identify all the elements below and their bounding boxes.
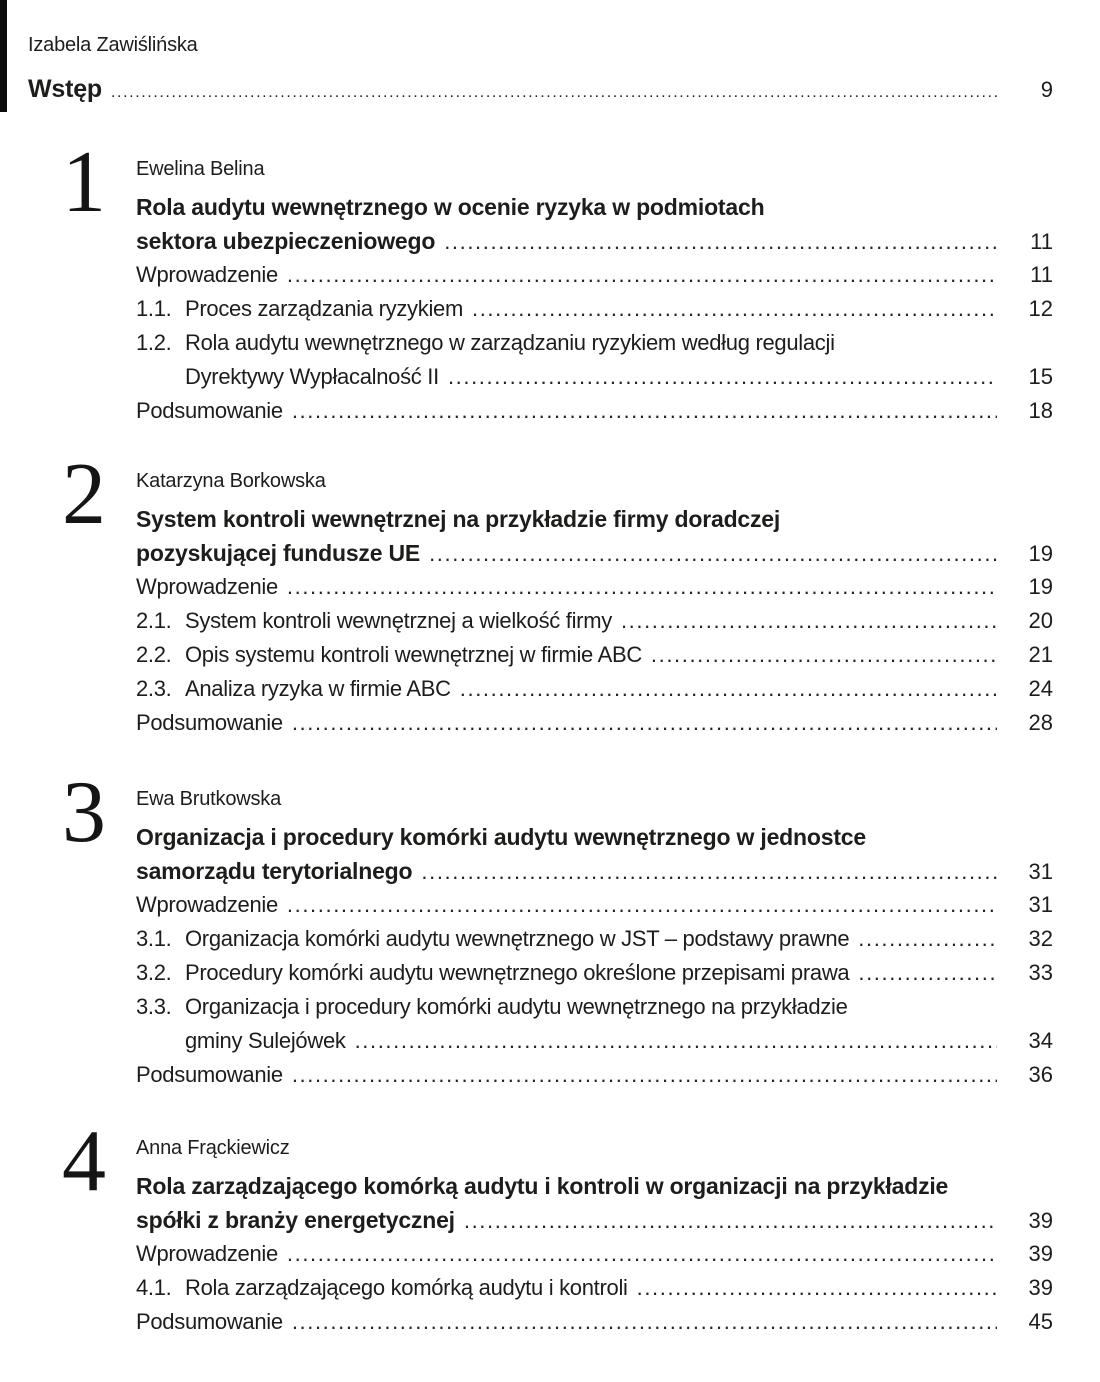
chapter-3-section: [0, 764, 1053, 1092]
entry-number: 2.2.: [136, 642, 172, 667]
chapter-3-body: [136, 786, 1053, 1092]
chapter-title-entry: [136, 224, 1053, 258]
chapter-title-line-1: Organizacja i procedury komórki audytu wewnętrznego w jednostce: [136, 824, 866, 850]
chapter-title-line-2: sektora ubezpieczeniowego: [136, 228, 436, 254]
entry-label: Dyrektywy Wypłacalność II: [185, 364, 439, 389]
entry-number: 3.2.: [136, 960, 172, 985]
chapter-title-entry: [136, 854, 1053, 888]
dot-leader: [292, 1305, 997, 1339]
page-number: 39: [1028, 1208, 1053, 1233]
page-number: 32: [1028, 926, 1053, 951]
chapter-title-line-2: samorządu terytorialnego: [136, 858, 413, 884]
chapter-4-number: 4: [62, 1113, 106, 1210]
entry-label: Podsumowanie: [136, 398, 283, 423]
dot-leader: [292, 706, 997, 740]
page-number: 11: [1030, 262, 1053, 287]
toc-entry: [136, 570, 1053, 604]
entry-label: Opis systemu kontroli wewnętrznej w firmie ABC: [185, 642, 642, 667]
entry-number: 1.2.: [136, 330, 172, 355]
toc-entry-preface: [28, 72, 1053, 106]
chapter-author: Anna Frąckiewicz: [136, 1137, 290, 1159]
dot-leader: [448, 360, 997, 394]
entry-number: 2.1.: [136, 608, 172, 633]
toc-entry: [136, 956, 1053, 990]
chapter-title-line-1: Rola zarządzającego komórką audytu i kontroli w organizacji na przykładzie: [136, 1173, 949, 1199]
dot-leader: [472, 292, 997, 326]
page-number: 21: [1028, 642, 1053, 667]
entry-label: System kontroli wewnętrznej a wielkość firmy: [185, 608, 612, 633]
toc-entry: [136, 604, 1053, 638]
toc-entry: [136, 1237, 1053, 1271]
chapter-4-body: [136, 1135, 1053, 1339]
page-number: 15: [1028, 364, 1053, 389]
chapter-author: Ewa Brutkowska: [136, 788, 282, 810]
preface-author: Izabela Zawiślińska: [28, 34, 198, 56]
dot-leader: [292, 1058, 997, 1092]
dot-leader: [292, 394, 997, 428]
dot-leader: [287, 888, 997, 922]
dot-leader: [621, 604, 997, 638]
preface-section: [28, 33, 1053, 106]
chapter-4-section: [0, 1113, 1053, 1339]
chapter-title-entry: [136, 536, 1053, 570]
toc-entry: [136, 258, 1053, 292]
page-number: 20: [1028, 608, 1053, 633]
dot-leader: [111, 76, 997, 110]
chapter-3-number: 3: [62, 764, 106, 861]
toc-entry: [136, 292, 1053, 326]
toc-entry: [136, 990, 1053, 1024]
entry-label: gminy Sulejówek: [185, 1028, 346, 1053]
entry-label: Proces zarządzania ryzykiem: [185, 296, 463, 321]
dot-leader: [444, 225, 997, 259]
page-number: 31: [1028, 859, 1053, 884]
entry-number: 3.1.: [136, 926, 172, 951]
dot-leader: [287, 1237, 997, 1271]
chapter-title-entry: [136, 1203, 1053, 1237]
entry-label: Organizacja komórki audytu wewnętrznego w JST – podstawy prawne: [185, 926, 850, 951]
entry-number: 1.1.: [136, 296, 172, 321]
page-number: 24: [1028, 676, 1053, 701]
dot-leader: [858, 956, 997, 990]
page-number: 31: [1028, 892, 1053, 917]
toc-entry: [136, 394, 1053, 428]
chapter-2-body: [136, 468, 1053, 740]
dot-leader: [858, 922, 997, 956]
entry-number: 4.1.: [136, 1275, 172, 1300]
chapter-title-line-2: pozyskującej fundusze UE: [136, 540, 421, 566]
scan-edge-artifact: [0, 0, 7, 112]
dot-leader: [651, 638, 997, 672]
chapter-2-section: [0, 446, 1053, 740]
chapter-1-body: [136, 156, 1053, 428]
page-number: 18: [1028, 398, 1053, 423]
page-number: 39: [1028, 1275, 1053, 1300]
dot-leader: [287, 570, 997, 604]
chapter-title-line-2: spółki z branży energetycznej: [136, 1207, 455, 1233]
chapter-author: Katarzyna Borkowska: [136, 470, 326, 492]
entry-label: Podsumowanie: [136, 710, 283, 735]
dot-leader: [460, 672, 997, 706]
chapter-2-number: 2: [62, 446, 106, 543]
chapter-1-number: 1: [62, 134, 106, 231]
chapter-title-line-1: Rola audytu wewnętrznego w ocenie ryzyka w podmiotach: [136, 194, 765, 220]
chapter-1-section: [0, 134, 1053, 428]
page-number: 36: [1028, 1062, 1053, 1087]
page-number: 12: [1028, 296, 1053, 321]
chapter-author: Ewelina Belina: [136, 158, 265, 180]
dot-leader: [421, 855, 997, 889]
page-number: 33: [1028, 960, 1053, 985]
dot-leader: [637, 1271, 997, 1305]
toc-entry: [136, 922, 1053, 956]
page-number: 28: [1028, 710, 1053, 735]
page-number: 19: [1028, 574, 1053, 599]
entry-label: Wprowadzenie: [136, 892, 278, 917]
entry-label: Wprowadzenie: [136, 262, 278, 287]
page-number: 45: [1028, 1309, 1053, 1334]
toc-entry: [136, 672, 1053, 706]
entry-label: Analiza ryzyka w firmie ABC: [185, 676, 451, 701]
entry-label: Wprowadzenie: [136, 574, 278, 599]
toc-entry: [136, 1305, 1053, 1339]
page-number: 34: [1028, 1028, 1053, 1053]
entry-label: Procedury komórki audytu wewnętrznego określone przepisami prawa: [185, 960, 850, 985]
toc-entry-continuation: [185, 360, 1053, 394]
page-number: 19: [1028, 541, 1053, 566]
dot-leader: [464, 1204, 997, 1238]
page-number: 39: [1028, 1241, 1053, 1266]
toc-entry: [136, 326, 1053, 360]
dot-leader: [287, 258, 997, 292]
entry-label: Podsumowanie: [136, 1309, 283, 1334]
entry-number: 2.3.: [136, 676, 172, 701]
toc-entry: [136, 638, 1053, 672]
toc-entry: [136, 706, 1053, 740]
entry-label: Podsumowanie: [136, 1062, 283, 1087]
toc-entry: [136, 1271, 1053, 1305]
dot-leader: [355, 1024, 997, 1058]
preface-title: Wstęp: [28, 75, 103, 103]
dot-leader: [429, 537, 997, 571]
entry-label: Rola zarządzającego komórką audytu i kontroli: [185, 1275, 628, 1300]
page-number: 11: [1030, 229, 1053, 254]
toc-entry-continuation: [185, 1024, 1053, 1058]
entry-label: Organizacja i procedury komórki audytu wewnętrznego na przykładzie: [185, 994, 848, 1019]
page-number: 9: [1040, 77, 1053, 102]
chapter-title-line-1: System kontroli wewnętrznej na przykładzie firmy doradczej: [136, 506, 781, 532]
entry-label: Rola audytu wewnętrznego w zarządzaniu ryzykiem według regulacji: [185, 330, 835, 355]
toc-entry: [136, 888, 1053, 922]
entry-label: Wprowadzenie: [136, 1241, 278, 1266]
toc-entry: [136, 1058, 1053, 1092]
entry-number: 3.3.: [136, 994, 172, 1019]
